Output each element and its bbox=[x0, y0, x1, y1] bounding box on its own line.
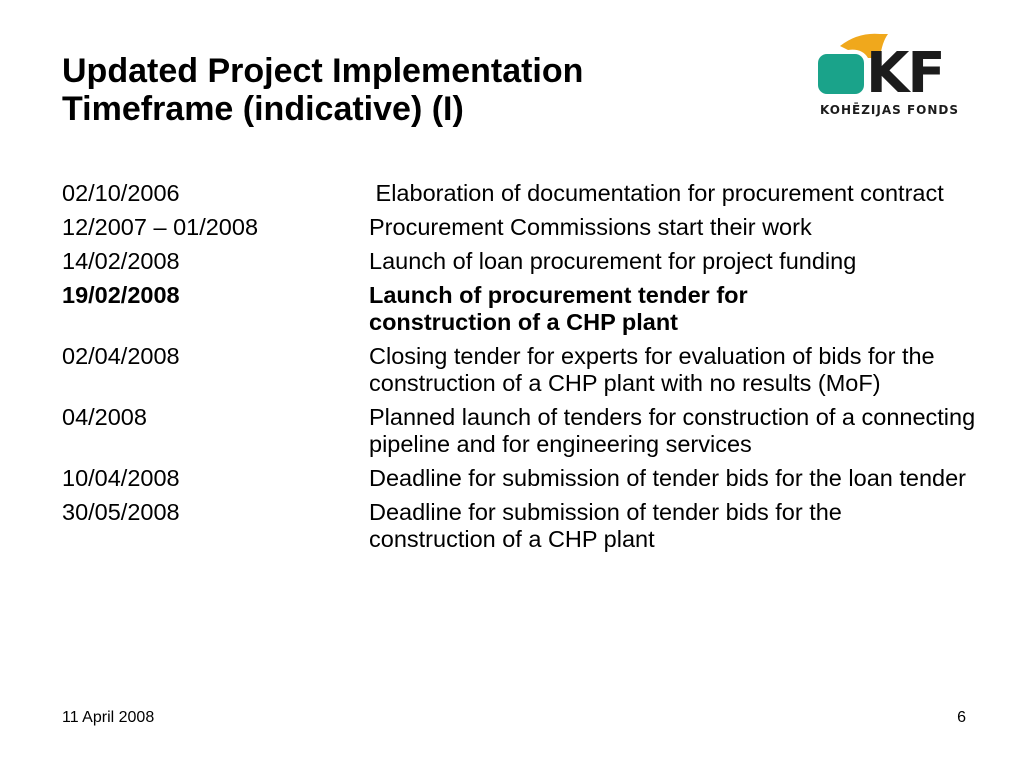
timeline-date: 10/04/2008 bbox=[62, 465, 180, 491]
timeline-description: Closing tender for experts for evaluation of bids for the construction of a CHP plant with no results (MoF) bbox=[369, 343, 935, 396]
timeline-description: Elaboration of documentation for procurement contract bbox=[369, 180, 944, 206]
timeline-description: Launch of loan procurement for project funding bbox=[369, 248, 857, 274]
timeline-date: 12/2007 – 01/2008 bbox=[62, 214, 259, 240]
timeline-row bbox=[62, 214, 1002, 241]
timeline-description: Deadline for submission of tender bids for the loan tender bbox=[369, 465, 966, 491]
slide-title-line-1: Updated Project Implementation bbox=[62, 52, 584, 90]
slide-title bbox=[62, 52, 762, 128]
timeline-description: Planned launch of tenders for construction of a connecting pipeline and for engineering services bbox=[369, 404, 976, 457]
kohezijas-fonds-logo bbox=[818, 28, 993, 120]
slide-title-line-2: Timeframe (indicative) (I) bbox=[62, 90, 464, 128]
timeline-date: 14/02/2008 bbox=[62, 248, 180, 274]
footer-date: 11 April 2008 bbox=[62, 709, 155, 726]
timeline-row bbox=[62, 404, 1002, 458]
timeline-row-highlighted bbox=[62, 282, 1002, 336]
timeline-date: 02/10/2006 bbox=[62, 180, 180, 206]
timeline-row bbox=[62, 499, 1002, 553]
timeline-date: 30/05/2008 bbox=[62, 499, 180, 525]
logo-caption: KOHĒZIJAS FONDS bbox=[820, 103, 959, 117]
timeline-list bbox=[62, 180, 1002, 560]
timeline-description: Launch of procurement tender for construction of a CHP plant bbox=[369, 282, 748, 335]
timeline-description: Procurement Commissions start their work bbox=[369, 214, 812, 240]
timeline-date: 04/2008 bbox=[62, 404, 147, 430]
logo-teal-square bbox=[818, 54, 864, 94]
logo-letters: KF bbox=[866, 41, 944, 106]
timeline-description: Deadline for submission of tender bids for the construction of a CHP plant bbox=[369, 499, 842, 552]
page-number: 6 bbox=[957, 709, 966, 726]
timeline-date: 02/04/2008 bbox=[62, 343, 180, 369]
kf-logo-icon bbox=[818, 28, 993, 120]
timeline-row bbox=[62, 180, 1002, 207]
timeline-date: 19/02/2008 bbox=[62, 282, 180, 308]
timeline-row bbox=[62, 248, 1002, 275]
timeline-row bbox=[62, 465, 1002, 492]
timeline-row bbox=[62, 343, 1002, 397]
